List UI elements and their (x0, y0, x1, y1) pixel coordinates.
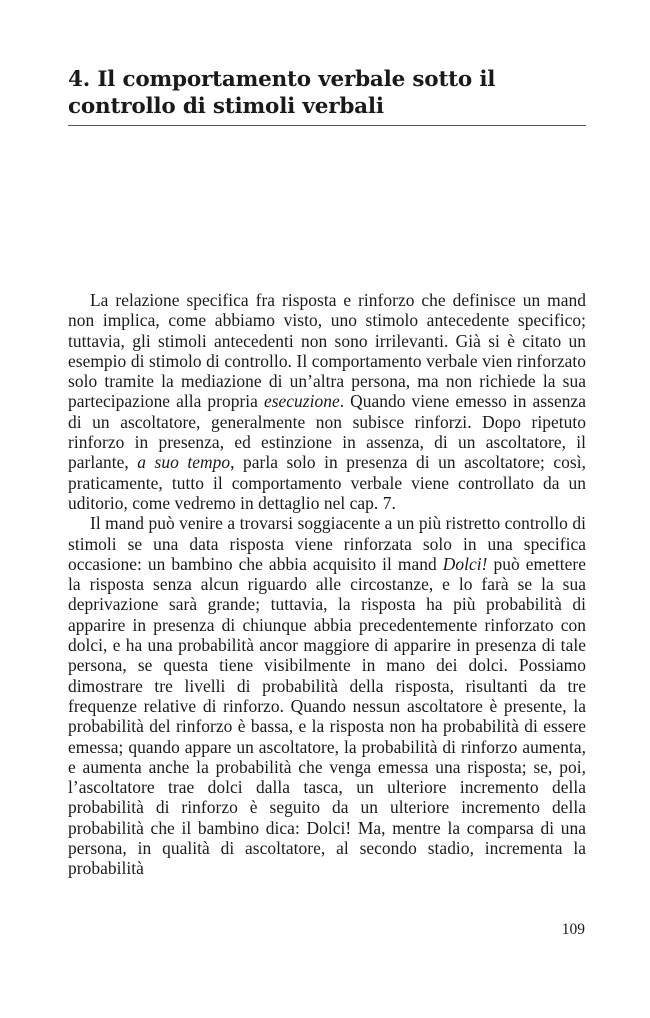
paragraph-1 (68, 290, 586, 513)
italic-term-esecuzione: esecuzione (263, 391, 340, 412)
page-number: 109 (561, 921, 585, 938)
paragraph-text: . Quando viene emesso in assenza di un ascoltatore, generalmente non subisce rinforzi. Dopo ripetuto rinforzo in presenza, ed estinzione in assenza, di un ascoltatore, il parlante, (68, 391, 586, 473)
chapter-heading: 4. Il comportamento verbale sotto il controllo di stimoli verbali (68, 67, 496, 119)
paragraph-text: Il mand può venire a trovarsi soggiacente a un più ristretto controllo di stimoli se una data risposta viene rinforzata solo in una specifica occasione: un bambino che abbia acquisito il mand (68, 513, 586, 574)
body-text (68, 290, 586, 879)
paragraph-text: , parla solo in presenza di un ascoltatore; così, praticamente, tutto il comportamento verbale viene controllato da un uditorio, come vedremo in dettaglio nel cap. 7. (68, 452, 586, 513)
italic-term-a-suo-tempo: a suo tempo (137, 452, 231, 473)
heading-divider (68, 125, 586, 126)
italic-term-dolci: Dolci! (442, 553, 488, 574)
paragraph-text: può emettere la risposta senza alcun riguardo alle circostanze, e lo farà se la sua deprivazione sarà grande; tuttavia, la risposta ha più probabilità di apparire in presenza di chiunque abbia precedentemente rinforzato con dolci, e ha una probabilità ancor maggiore di apparire in presenza di tale persona, se questa tiene visibilmente in mano dei dolci. Possiamo dimostrare tre livelli di probabilità della risposta, risultanti da tre frequenze relative di rinforzo. Quando nessun ascoltatore è presente, la probabilità del rinforzo è bassa, e la risposta non ha probabilità di essere emessa; quando appare un ascoltatore, la probabilità di rinforzo aumenta, e aumenta anche la probabilità che venga emessa una risposta; se, poi, l’ascoltatore trae dolci dalla tasca, un ulteriore incremento della probabilità di rinforzo è seguito da un ulteriore incremento della probabilità che il bambino dica: Dolci! Ma, mentre la comparsa di una persona, in qualità di ascoltatore, al secondo stadio, incrementa la probabilità (68, 553, 586, 879)
paragraph-text: La relazione specifica fra risposta e rinforzo che definisce un mand non implica, come abbiamo visto, uno stimolo antecedente specifico; tuttavia, gli stimoli antecedenti non sono irrilevanti. Già si è citato un esempio di stimolo di controllo. Il comportamento verbale vien rinforzato solo tramite la mediazione di un’altra persona, ma non richiede la sua partecipazione alla propria (68, 290, 586, 412)
paragraph-2 (68, 513, 586, 878)
